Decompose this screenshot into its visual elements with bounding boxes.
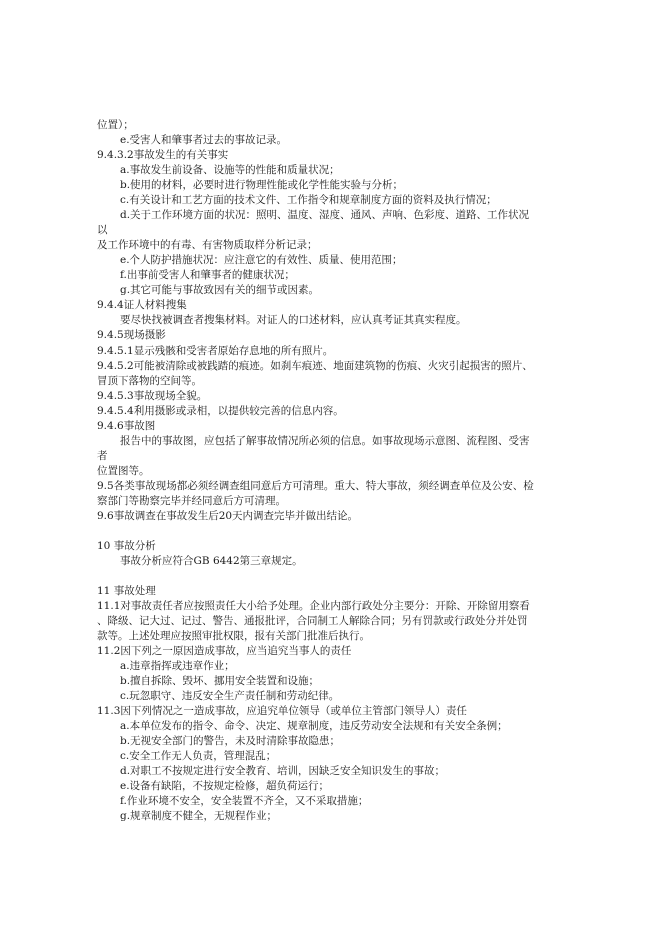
list-item: b.擅自拆除、毁坏、挪用安全装置和设施； [120, 675, 320, 687]
list-item: e.设备有缺陷，不按规定检修，超负荷运行； [120, 780, 330, 792]
text-line: 位置图等。 [97, 465, 150, 477]
list-item: g.规章制度不健全，无规程作业； [120, 810, 278, 822]
text-line: 款等。上述处理应按照审批权限，报有关部门批准后执行。 [97, 630, 370, 642]
section-heading: 9.4.6事故图 [97, 420, 156, 432]
list-item: a.违章指挥或违章作业； [120, 660, 235, 672]
text-line: 9.4.5.2可能被清除或被践踏的痕迹。如刹车痕迹、地面建筑物的伤痕、火灾引起损害的照片、 [97, 360, 533, 372]
text-line: 位置）； [97, 119, 134, 131]
text-line: 9.4.5.3事故现场全貌。 [97, 390, 208, 402]
list-item: e.个人防护措施状况：应注意它的有效性、质量、使用范围； [120, 254, 403, 266]
section-heading: 9.4.5现场摄影 [97, 329, 166, 341]
chapter-heading: 10 事故分析 [97, 540, 156, 552]
paragraph: 要尽快找被调查者搜集材料。对证人的口述材料，应认真考证其真实程度。 [120, 314, 467, 326]
section-heading: 11.2因下列之一原因造成事故，应当追究当事人的责任 [97, 645, 352, 657]
text-line: e.受害人和肇事者过去的事故记录。 [120, 134, 288, 146]
section-heading: 11.3因下列情况之一造成事故，应追究单位领导（或单位主管部门领导人）责任 [97, 705, 467, 717]
chapter-heading: 11 事故处理 [97, 585, 156, 597]
list-item: c.玩忽职守、违反安全生产责任制和劳动纪律。 [120, 690, 340, 702]
list-item: f.作业环境不安全，安全装置不齐全，又不采取措施； [120, 795, 369, 807]
text-line: 9.4.5.4利用摄影或录相，以提供较完善的信息内容。 [97, 405, 344, 417]
text-line: 冒顶下落物的空间等。 [97, 375, 202, 387]
list-item: a.事故发生前设备、设施等的性能和质量状况； [120, 164, 340, 176]
list-item: a.本单位发布的指令、命令、决定、规章制度，违反劳动安全法规和有关安全条例； [120, 720, 508, 732]
text-line: 及工作环境中的有毒、有害物质取样分析记录； [97, 239, 318, 251]
list-item: d.对职工不按规定进行安全教育、培训，因缺乏安全知识发生的事故； [120, 765, 446, 777]
paragraph: 报告中的事故图，应包括了解事故情况所必须的信息。如事故现场示意图、流程图、受害 [120, 435, 530, 447]
text-line: 者 [97, 450, 108, 462]
section-heading: 9.4.3.2事故发生的有关事实 [97, 149, 229, 161]
text-line: 9.6事故调查在事故发生后20天内调查完毕并做出结论。 [97, 510, 359, 522]
paragraph: 事故分析应符合GB 6442第三章规定。 [120, 555, 303, 567]
section-heading: 9.4.4证人材料搜集 [97, 299, 187, 311]
text-line: 察部门等勘察完毕并经同意后方可清理。 [97, 495, 286, 507]
text-line: 以 [97, 224, 108, 236]
list-item: g.其它可能与事故致因有关的细节或因素。 [120, 284, 320, 296]
list-item: d.关于工作环境方面的状况：照明、温度、湿度、通风、声响、色彩度、道路、工作状况 [120, 209, 530, 221]
list-item: c.有关设计和工艺方面的技术文件、工作指令和规章制度方面的资料及执行情况； [120, 194, 497, 206]
text-line: 9.4.5.1显示残骸和受害者原始存息地的所有照片。 [97, 345, 334, 357]
list-item: b.使用的材料，必要时进行物理性能或化学性能实验与分析； [120, 179, 404, 191]
text-line: 、降级、记大过、记过、警告、通报批评，合同制工人解除合同；另有罚款或行政处分并处罚 [97, 615, 528, 627]
text-line: 9.5各类事故现场都必须经调查组同意后方可清理。重大、特大事故，须经调查单位及公安、检 [97, 480, 534, 492]
list-item: c.安全工作无人负责，管理混乱； [120, 750, 277, 762]
list-item: f.出事前受害人和肇事者的健康状况； [120, 269, 295, 281]
list-item: b.无视安全部门的警告，未及时清除事故隐患； [120, 735, 341, 747]
text-line: 11.1对事故责任者应按照责任大小给予处理。企业内部行政处分主要分：开除、开除留用察看 [97, 600, 530, 612]
